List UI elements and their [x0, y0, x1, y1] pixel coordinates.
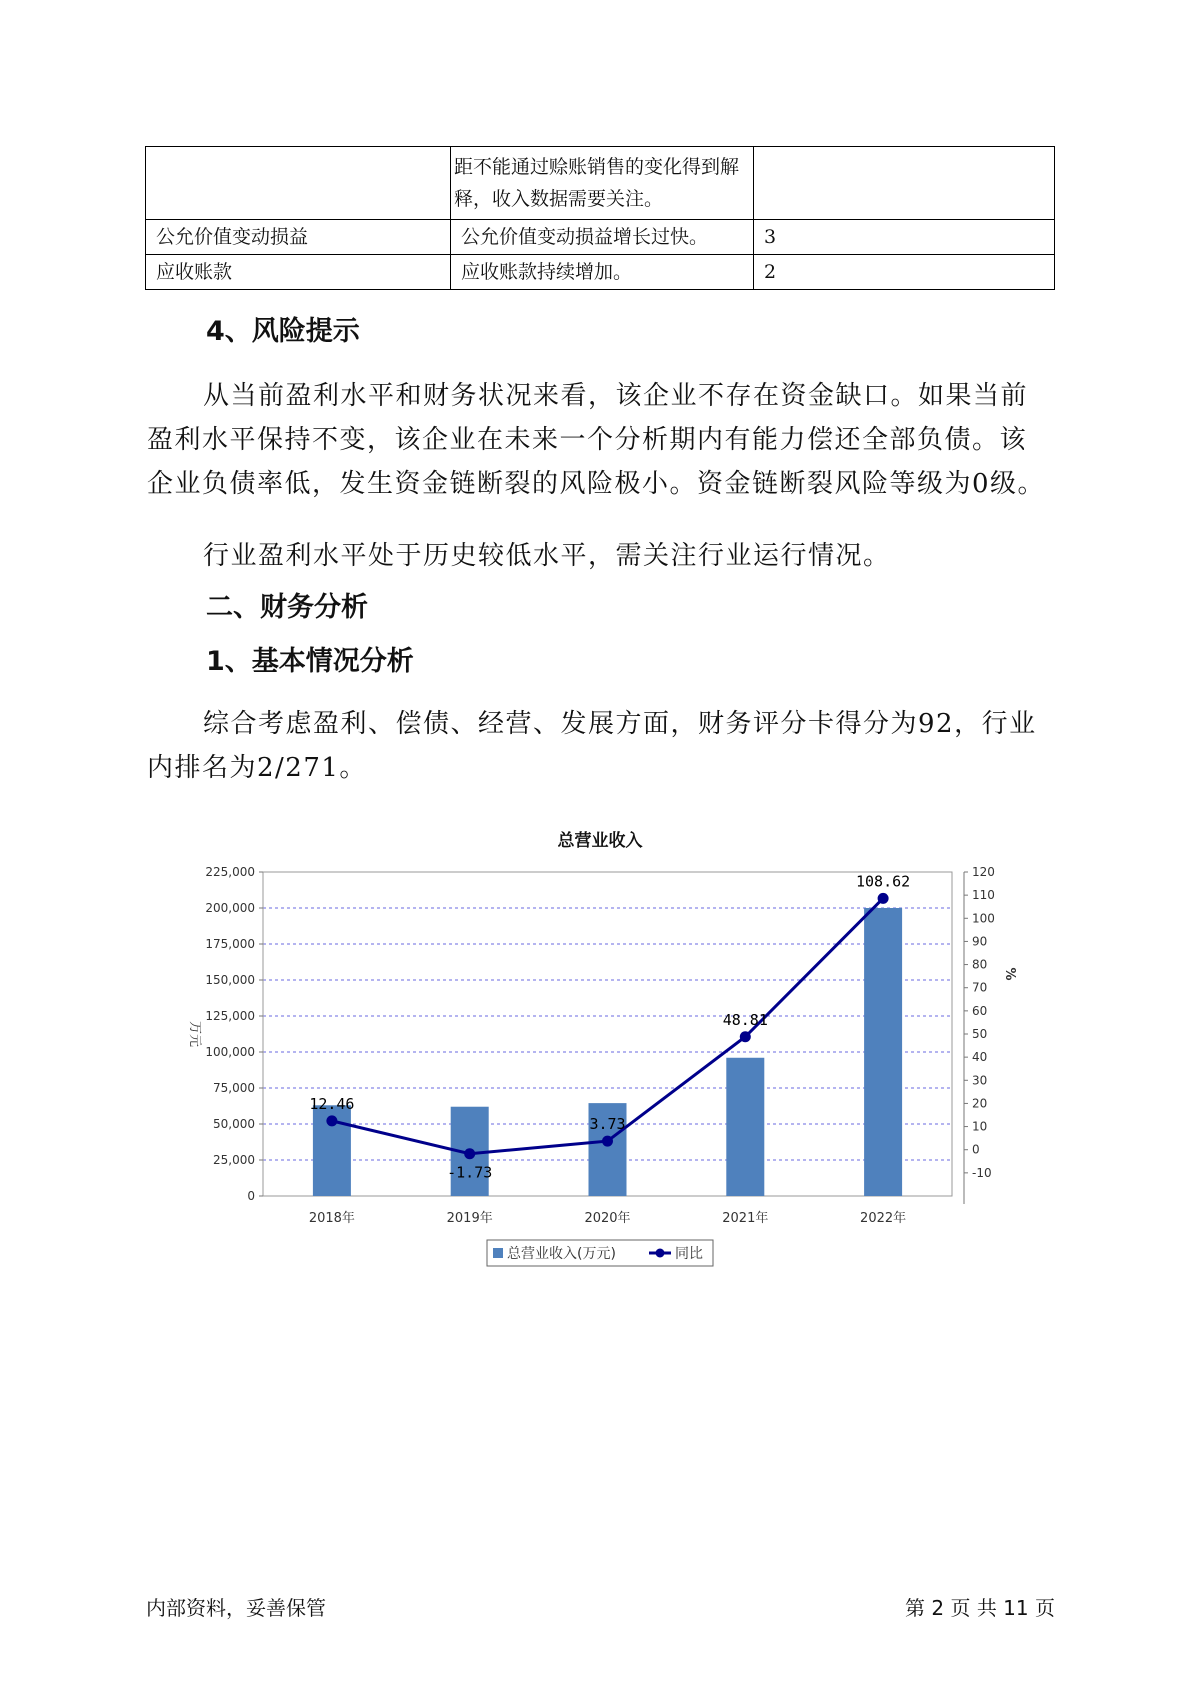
y-tick-label: 25,000: [213, 1153, 255, 1167]
table-cell-level: 2: [754, 255, 1055, 290]
legend-bar-label: 总营业收入(万元): [507, 1246, 616, 1262]
legend-line-label: 同比: [675, 1246, 703, 1262]
footer-page-number: 第 2 页 共 11 页: [905, 1596, 1055, 1620]
y2-tick-label: 0: [972, 1142, 980, 1157]
table-cell-item: 应收账款: [146, 255, 451, 290]
line-point: [878, 893, 889, 904]
y2-tick-label: 80: [972, 957, 988, 972]
data-label: 48.81: [722, 1010, 768, 1029]
data-label: 108.62: [856, 872, 911, 891]
table-cell-description: 距不能通过赊账销售的变化得到解释，收入数据需要关注。: [451, 147, 754, 220]
industry-paragraph: 行业盈利水平处于历史较低水平，需关注行业运行情况。: [203, 541, 891, 571]
y-axis-label: 万元: [187, 1020, 202, 1048]
line-point: [326, 1115, 337, 1126]
x-tick-label: 2020年: [584, 1211, 631, 1226]
y2-tick-label: 100: [972, 911, 995, 926]
data-label: -1.73: [447, 1163, 493, 1182]
financial-analysis-heading: 二、财务分析: [206, 592, 368, 623]
legend-line-marker: [656, 1249, 665, 1258]
y-tick-label: 0: [247, 1189, 255, 1203]
y-tick-label: 150,000: [205, 973, 255, 987]
y2-tick-label: 40: [972, 1050, 988, 1065]
bar: [726, 1058, 764, 1196]
footer-confidential: 内部资料，妥善保管: [146, 1596, 326, 1620]
y-tick-label: 125,000: [205, 1009, 255, 1023]
y2-axis-label: %: [1002, 967, 1017, 981]
table-cell-level: 3: [754, 220, 1055, 255]
table-cell-description: 公允价值变动损益增长过快。: [451, 220, 754, 255]
bar: [864, 908, 902, 1196]
chart-title: 总营业收入: [557, 831, 643, 851]
line-point: [602, 1136, 613, 1147]
basic-analysis-paragraph: 综合考虑盈利、偿债、经营、发展方面，财务评分卡得分为92，行业内排名为2/271。: [147, 709, 1037, 783]
y2-tick-label: 110: [972, 888, 995, 903]
data-label: 12.46: [309, 1094, 355, 1113]
legend-bar-swatch: [493, 1248, 503, 1258]
y-tick-label: 200,000: [205, 901, 255, 915]
y2-tick-label: 90: [972, 934, 988, 949]
y-tick-label: 75,000: [213, 1081, 255, 1095]
x-tick-label: 2022年: [860, 1211, 907, 1226]
y2-tick-label: 70: [972, 980, 988, 995]
data-label: 3.73: [589, 1115, 626, 1134]
y2-tick-label: 50: [972, 1027, 988, 1041]
basic-analysis-heading: 1、基本情况分析: [206, 646, 414, 677]
table-cell-item: 公允价值变动损益: [146, 220, 451, 255]
line-point: [740, 1031, 751, 1042]
y-tick-label: 225,000: [205, 865, 255, 879]
table-cell-description: 应收账款持续增加。: [451, 255, 754, 290]
x-tick-label: 2019年: [446, 1211, 493, 1226]
y-tick-label: 100,000: [205, 1045, 255, 1059]
line-point: [464, 1148, 475, 1159]
y2-tick-label: 60: [972, 1003, 988, 1018]
y2-tick-label: 10: [972, 1119, 988, 1134]
y-tick-label: 175,000: [205, 937, 255, 951]
y2-tick-label: 20: [972, 1096, 988, 1111]
y-tick-label: 50,000: [213, 1117, 255, 1131]
y2-tick-label: 30: [972, 1073, 988, 1088]
x-tick-label: 2018年: [308, 1211, 355, 1226]
y2-tick-label: -10: [972, 1165, 992, 1180]
risk-heading: 4、风险提示: [206, 316, 360, 347]
risk-paragraph: 从当前盈利水平和财务状况来看，该企业不存在资金缺口。如果当前盈利水平保持不变，该企业在未来一个分析期内有能力偿还全部负债。该企业负债率低，发生资金链断裂的风险极小。资金链断裂风险等级为0级。: [147, 381, 1046, 499]
y2-tick-label: 120: [972, 865, 995, 879]
x-tick-label: 2021年: [722, 1211, 769, 1226]
